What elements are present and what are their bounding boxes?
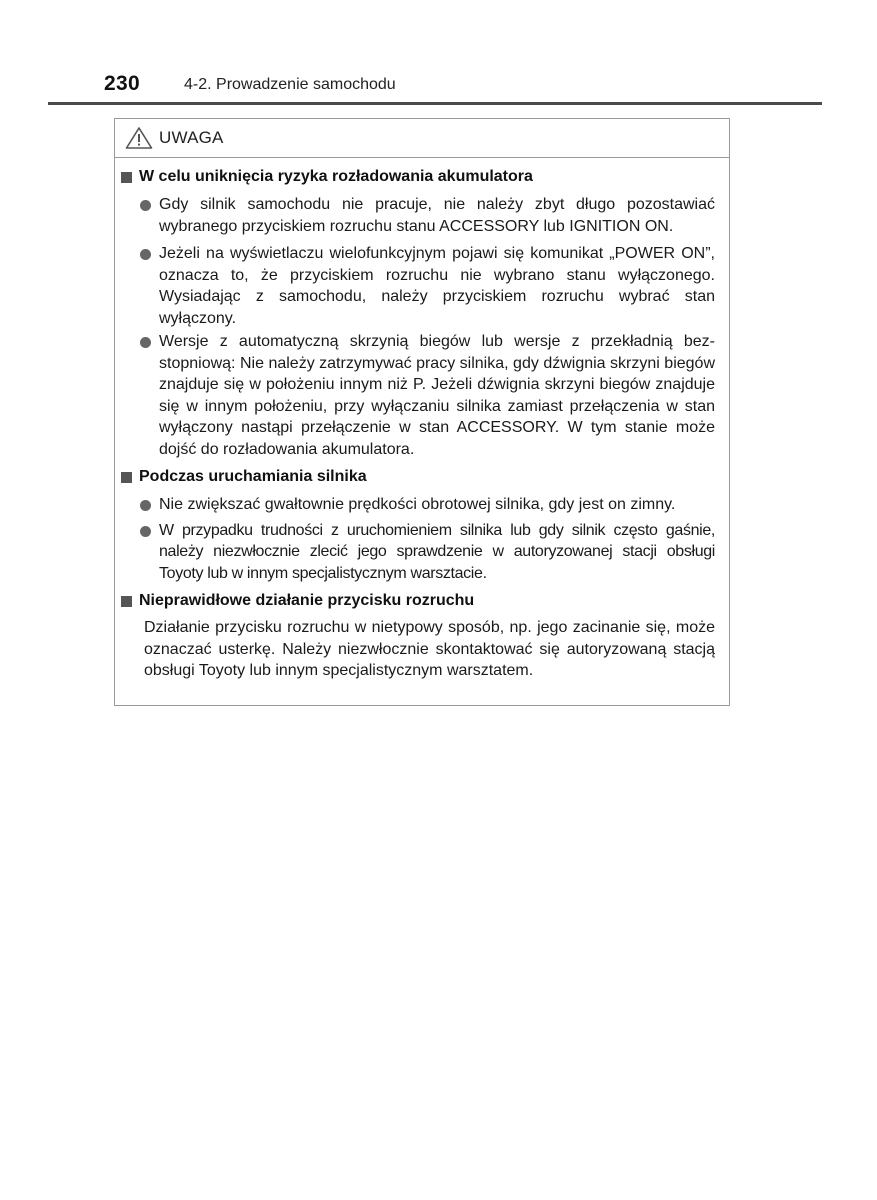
round-bullet-icon bbox=[140, 500, 151, 511]
page-header bbox=[104, 72, 822, 102]
section-battery bbox=[115, 166, 729, 460]
list-item bbox=[115, 194, 729, 237]
list-item-text: Gdy silnik samochodu nie pracuje, nie należy zbyt długo pozostawiać wybranego przyciskiem rozruchu stanu ACCESSORY lub IGNITION ON. bbox=[159, 196, 715, 235]
warning-box bbox=[114, 118, 730, 706]
section-heading bbox=[115, 590, 729, 612]
list-item bbox=[115, 243, 729, 329]
round-bullet-icon bbox=[140, 249, 151, 260]
header-rule bbox=[48, 102, 822, 105]
list-item-text: W przypadku trudności z uruchomieniem silnika lub gdy silnik często gaśnie, należy niezwłocznie zlecić jego sprawdzenie w autoryzowanej stacji obsługi Toyoty lub w innym specjalistycznym warsztacie. bbox=[159, 521, 715, 582]
round-bullet-icon bbox=[140, 200, 151, 211]
section-heading-text: Nieprawidłowe działanie przycisku rozruchu bbox=[139, 592, 475, 609]
list-item-text: Jeżeli na wyświetlaczu wielofunkcyjnym pojawi się komunikat „POWER ON”, oznacza to, że przyciskiem rozruchu nie wybrano stanu wyłączonego. Wysiadając z samochodu, należy przyciskiem rozruchu wybrać stan wyłączony. bbox=[159, 245, 715, 327]
list-item bbox=[115, 494, 729, 516]
round-bullet-icon bbox=[140, 526, 151, 537]
list-item bbox=[115, 520, 729, 585]
square-bullet-icon bbox=[121, 472, 132, 483]
section-paragraph: Działanie przycisku rozruchu w nietypowy sposób, np. jego zacinanie się, może oznaczać usterkę. Należy niezwłocznie skontaktować się autoryzowaną stacją obsługi Toyoty lub innym specjalistycznym warsztatem. bbox=[144, 619, 715, 679]
section-heading bbox=[115, 166, 729, 188]
section-starting-engine bbox=[115, 466, 729, 584]
section-start-button-malfunction bbox=[115, 590, 729, 682]
warning-title: UWAGA bbox=[159, 128, 224, 147]
square-bullet-icon bbox=[121, 596, 132, 607]
section-heading-text: W celu uniknięcia ryzyka rozładowania akumulatora bbox=[139, 168, 533, 185]
page-number: 230 bbox=[104, 72, 140, 95]
section-heading bbox=[115, 466, 729, 488]
section-title: 4-2. Prowadzenie samochodu bbox=[184, 76, 396, 93]
warning-content bbox=[115, 157, 729, 682]
section-heading-text: Podczas uruchamiania silnika bbox=[139, 468, 367, 485]
list-item-text: Wersje z automatyczną skrzynią biegów lub wersje z przekładnią bezstopniową: Nie należy zatrzymywać pracy silnika, gdy dźwignia skrzyni biegów znajduje się w położeniu innym niż P. Jeżeli dźwignia skrzyni biegów znajduje się w innym położeniu, przy wyłączaniu silnika zamiast przełączenia w stan wyłączony nastąpi przełączenie w stan ACCESSORY. W tym stanie może dojść do rozładowania akumulatora. bbox=[159, 333, 715, 458]
square-bullet-icon bbox=[121, 172, 132, 183]
warning-header bbox=[115, 119, 729, 158]
warning-triangle-icon bbox=[125, 126, 153, 150]
round-bullet-icon bbox=[140, 337, 151, 348]
list-item bbox=[115, 331, 729, 460]
list-item-text: Nie zwiększać gwałtownie prędkości obrotowej silnika, gdy jest on zimny. bbox=[159, 496, 676, 513]
